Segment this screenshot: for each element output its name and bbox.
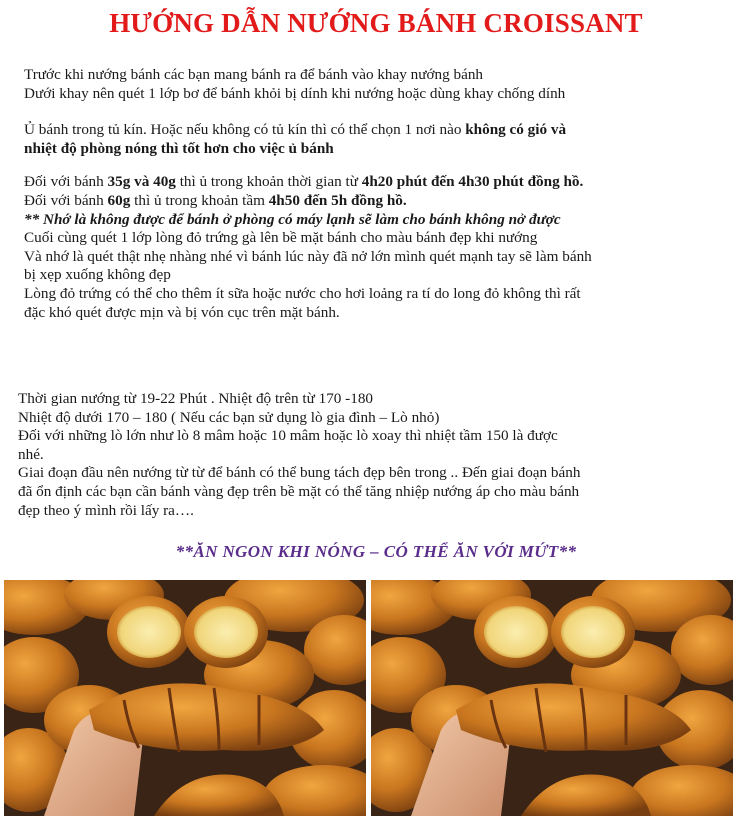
baking-line-3: Đối với những lò lớn như lò 8 mâm hoặc 10 mâm hoặc lò xoay thì nhiệt tầm 150 là được xyxy=(18,427,558,445)
egg-wash-line-5: đặc khó quét được mịn và bị vón cục trên mặt bánh. xyxy=(24,303,340,321)
proofing-text: Ủ bánh trong tủ kín. Hoặc nếu không có tủ kín thì có thể chọn 1 nơi nào xyxy=(24,121,466,139)
egg-wash-line-3: bị xẹp xuống không đẹp xyxy=(24,266,171,284)
baking-line-2: Nhiệt độ dưới 170 – 180 ( Nếu các bạn sử dụng lò gia đình – Lò nhỏ) xyxy=(18,408,440,426)
baking-line-7: đẹp theo ý mình rồi lấy ra…. xyxy=(18,501,194,519)
proof-duration: 4h50 đến 5h đồng hồ. xyxy=(268,191,407,209)
proof-weight: 35g và 40g xyxy=(107,173,176,191)
croissant-photo-image xyxy=(4,580,366,816)
air-con-note: ** Nhớ là không được để bánh ở phòng có máy lạnh sẽ làm cho bánh không nở được xyxy=(24,210,561,228)
proof-time-text: Đối với bánh xyxy=(24,173,108,191)
proof-time-text: Đối với bánh xyxy=(24,191,108,209)
proofing-line-1 xyxy=(24,121,744,140)
croissant-photo xyxy=(371,580,733,816)
proof-time-text: thì ủ trong khoản tầm xyxy=(130,191,269,209)
slogan: **ĂN NGON KHI NÓNG – CÓ THỂ ĂN VỚI MỨT** xyxy=(175,542,577,561)
baking-line-6: đã ổn định các bạn cần bánh vàng đẹp trên bề mặt có thể tăng nhiệp nướng áp cho màu bánh xyxy=(18,482,580,500)
baking-line-4: nhé. xyxy=(18,445,44,463)
page-title: HƯỚNG DẪN NƯỚNG BÁNH CROISSANT xyxy=(109,8,643,38)
proof-weight: 60g xyxy=(107,191,131,209)
proofing-line-2 xyxy=(24,140,744,159)
baking-line-1: Thời gian nướng từ 19-22 Phút . Nhiệt độ trên từ 170 -180 xyxy=(18,390,374,407)
proof-time-text: thì ủ trong khoản thời gian từ xyxy=(175,173,362,191)
egg-wash-line-4: Lòng đỏ trứng có thể cho thêm ít sữa hoặc nước cho hơi loảng ra tí do long đỏ không thì rất xyxy=(24,284,581,302)
egg-wash-line-1: Cuối cùng quét 1 lớp lòng đỏ trứng gà lên bề mặt bánh cho màu bánh đẹp khi nướng xyxy=(24,229,538,247)
proof-time-35-40g xyxy=(24,173,744,192)
proof-time-60g xyxy=(24,192,744,211)
proofing-emphasis-3: nóng thì tốt hơn cho việc ủ bánh xyxy=(121,139,334,157)
intro-line-2: Dưới khay nên quét 1 lớp bơ để bánh khỏi bị dính khi nướng hoặc dùng khay chống dính xyxy=(24,84,566,102)
proof-duration: 4h20 phút đến 4h30 phút đồng hồ. xyxy=(361,173,584,191)
intro-line-1: Trước khi nướng bánh các bạn mang bánh ra để bánh vào khay nướng bánh xyxy=(24,66,484,83)
proofing-emphasis: không có gió và xyxy=(465,121,567,139)
croissant-photo-image xyxy=(371,580,733,816)
baking-block xyxy=(18,390,744,520)
baking-line-5: Giai đoạn đầu nên nướng từ từ để bánh có thể bung tách đẹp bên trong .. Đến giai đoạn bánh xyxy=(18,464,581,482)
instructions-block xyxy=(24,66,744,322)
proofing-emphasis-2: nhiệt độ phòng xyxy=(24,139,122,157)
croissant-photo xyxy=(4,580,366,816)
egg-wash-line-2: Và nhớ là quét thật nhẹ nhàng nhé vì bánh lúc này đã nở lớn mình quét mạnh tay sẽ làm bánh xyxy=(24,247,592,265)
